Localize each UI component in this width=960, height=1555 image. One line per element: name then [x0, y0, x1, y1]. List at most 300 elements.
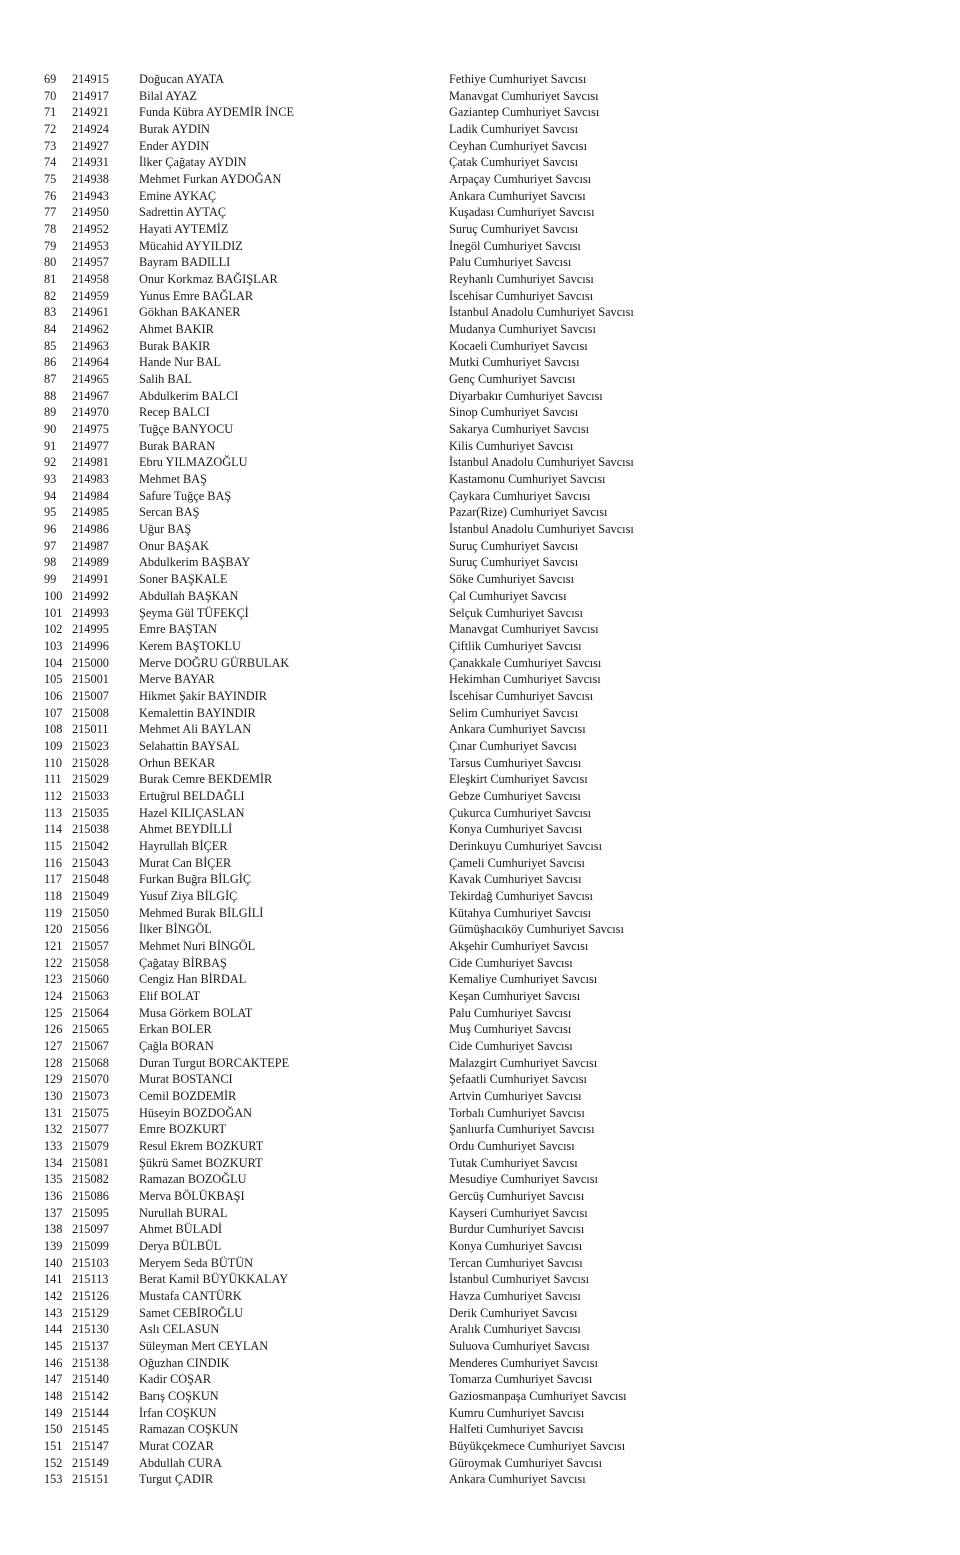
- registry-number: 215142: [72, 1389, 109, 1404]
- row-number: 87: [44, 372, 57, 387]
- table-row: [0, 1138, 960, 1155]
- office-title: Cide Cumhuriyet Savcısı: [449, 955, 573, 970]
- person-name: Merva BÖLÜKBAŞI: [139, 1189, 245, 1204]
- table-row: [0, 1388, 960, 1405]
- table-row: [0, 1321, 960, 1338]
- person-name: Ahmet BÜLADİ: [139, 1222, 222, 1237]
- person-name: Abdulkerim BALCI: [139, 388, 239, 403]
- registry-number: 214963: [72, 338, 109, 353]
- table-row: [0, 738, 960, 755]
- registry-number: 214964: [72, 355, 109, 370]
- office-title: Gercüş Cumhuriyet Savcısı: [449, 1189, 585, 1204]
- person-name: Çağatay BİRBAŞ: [139, 955, 227, 970]
- office-title: Çaykara Cumhuriyet Savcısı: [449, 488, 591, 503]
- row-number: 70: [44, 88, 57, 103]
- registry-number: 215081: [72, 1155, 109, 1170]
- registry-number: 214970: [72, 405, 109, 420]
- office-title: Söke Cumhuriyet Savcısı: [449, 572, 575, 587]
- office-title: Torbalı Cumhuriyet Savcısı: [449, 1105, 585, 1120]
- row-number: 128: [44, 1055, 63, 1070]
- row-number: 133: [44, 1139, 63, 1153]
- office-title: Şefaatli Cumhuriyet Savcısı: [449, 1072, 587, 1087]
- office-title: Hekimhan Cumhuriyet Savcısı: [449, 672, 601, 687]
- table-row: [0, 571, 960, 588]
- person-name: Aslı CELASUN: [139, 1322, 220, 1337]
- office-title: Manavgat Cumhuriyet Savcısı: [449, 622, 599, 637]
- table-row: [0, 771, 960, 788]
- registry-number: 215023: [72, 738, 109, 753]
- person-name: İlker BİNGÖL: [139, 922, 212, 937]
- office-title: Reyhanlı Cumhuriyet Savcısı: [449, 272, 594, 287]
- person-name: Nurullah BURAL: [139, 1205, 228, 1220]
- registry-number: 214952: [72, 222, 109, 237]
- person-name: Mehmed Burak BİLGİLİ: [139, 905, 264, 920]
- registry-number: 215070: [72, 1072, 109, 1087]
- table-row: [0, 321, 960, 338]
- registry-number: 214921: [72, 105, 109, 120]
- office-title: Çanakkale Cumhuriyet Savcısı: [449, 655, 602, 670]
- registry-number: 215064: [72, 1005, 109, 1020]
- person-name: Yusuf Ziya BİLGİÇ: [139, 888, 238, 903]
- row-number: 85: [44, 338, 57, 353]
- row-number: 105: [44, 672, 63, 687]
- registry-number: 214992: [72, 588, 109, 603]
- table-row: [0, 1105, 960, 1122]
- person-name: Bayram BADILLI: [139, 255, 231, 270]
- row-number: 116: [44, 855, 62, 870]
- table-row: [0, 971, 960, 988]
- registry-number: 215000: [72, 655, 109, 670]
- person-name: Gökhan BAKANER: [139, 305, 241, 320]
- row-number: 130: [44, 1088, 63, 1103]
- table-row: [0, 454, 960, 471]
- row-number: 89: [44, 405, 57, 420]
- person-name: Burak AYDIN: [139, 122, 210, 137]
- office-title: Kemaliye Cumhuriyet Savcısı: [449, 972, 598, 987]
- row-number: 138: [44, 1222, 63, 1237]
- registry-number: 215049: [72, 888, 109, 903]
- registry-number: 214987: [72, 538, 109, 553]
- registry-number: 215029: [72, 772, 109, 787]
- registry-number: 214961: [72, 305, 109, 320]
- table-row: [0, 121, 960, 138]
- registry-number: 214993: [72, 605, 109, 620]
- row-number: 148: [44, 1389, 63, 1404]
- office-title: Selçuk Cumhuriyet Savcısı: [449, 605, 583, 620]
- person-name: Mehmet BAŞ: [139, 472, 207, 487]
- table-row: [0, 838, 960, 855]
- office-title: Kayseri Cumhuriyet Savcısı: [449, 1205, 588, 1220]
- person-name: Hayrullah BİÇER: [139, 838, 228, 853]
- office-title: Kavak Cumhuriyet Savcısı: [449, 872, 582, 887]
- registry-number: 214991: [72, 572, 109, 587]
- office-title: Diyarbakır Cumhuriyet Savcısı: [449, 388, 603, 403]
- table-row: [0, 1355, 960, 1372]
- row-number: 84: [44, 322, 57, 337]
- office-title: Tekirdağ Cumhuriyet Savcısı: [449, 888, 593, 903]
- table-row: [0, 805, 960, 822]
- row-number: 151: [44, 1439, 63, 1454]
- table-row: [0, 638, 960, 655]
- row-number: 125: [44, 1005, 63, 1020]
- table-row: [0, 705, 960, 722]
- person-name: Burak BAKIR: [139, 338, 211, 353]
- table-row: [0, 1421, 960, 1438]
- person-name: Abdullah CURA: [139, 1455, 223, 1470]
- registry-number: 214959: [72, 288, 109, 303]
- row-number: 142: [44, 1289, 63, 1304]
- table-row: [0, 71, 960, 88]
- office-title: Kocaeli Cumhuriyet Savcısı: [449, 338, 588, 353]
- office-title: Mudanya Cumhuriyet Savcısı: [449, 322, 596, 337]
- table-row: [0, 755, 960, 772]
- registry-number: 214995: [72, 622, 109, 637]
- person-name: Murat COZAR: [139, 1439, 214, 1454]
- office-title: Ceyhan Cumhuriyet Savcısı: [449, 138, 587, 153]
- person-name: Şeyma Gül TÜFEKÇİ: [139, 605, 249, 620]
- office-title: Tarsus Cumhuriyet Savcısı: [449, 755, 582, 770]
- registry-number: 215063: [72, 988, 109, 1003]
- row-number: 141: [44, 1272, 63, 1287]
- registry-number: 215058: [72, 955, 109, 970]
- person-name: Ramazan COŞKUN: [139, 1422, 239, 1437]
- registry-number: 215035: [72, 805, 109, 820]
- table-row: [0, 921, 960, 938]
- registry-number: 214977: [72, 438, 109, 453]
- office-title: Kütahya Cumhuriyet Savcısı: [449, 905, 592, 920]
- registry-number: 215057: [72, 938, 109, 953]
- office-title: Gaziantep Cumhuriyet Savcısı: [449, 105, 600, 120]
- office-title: İstanbul Anadolu Cumhuriyet Savcısı: [449, 455, 634, 470]
- person-name: Sercan BAŞ: [139, 505, 200, 520]
- person-name: Kemalettin BAYINDIR: [139, 705, 256, 720]
- person-name: Duran Turgut BORCAKTEPE: [139, 1055, 290, 1070]
- person-name: Mehmet Furkan AYDOĞAN: [139, 172, 282, 187]
- table-row: [0, 154, 960, 171]
- row-number: 69: [44, 72, 57, 86]
- table-row: [0, 1205, 960, 1222]
- office-title: Kilis Cumhuriyet Savcısı: [449, 438, 574, 453]
- registry-number: 214975: [72, 422, 109, 437]
- office-title: Güroymak Cumhuriyet Savcısı: [449, 1455, 603, 1470]
- person-name: Kadir COŞAR: [139, 1372, 212, 1387]
- table-row: [0, 504, 960, 521]
- row-number: 147: [44, 1372, 63, 1387]
- registry-number: 215028: [72, 755, 109, 770]
- person-name: Funda Kübra AYDEMİR İNCE: [139, 105, 294, 120]
- registry-number: 214931: [72, 155, 109, 170]
- table-row: [0, 905, 960, 922]
- row-number: 127: [44, 1038, 63, 1053]
- registry-number: 215079: [72, 1139, 109, 1153]
- row-number: 122: [44, 955, 63, 970]
- person-name: Barış COŞKUN: [139, 1389, 219, 1404]
- table-row: [0, 104, 960, 121]
- row-number: 71: [44, 105, 57, 120]
- person-name: Murat BOSTANCI: [139, 1072, 233, 1087]
- office-title: Ladik Cumhuriyet Savcısı: [449, 122, 579, 137]
- person-name: Kerem BAŞTOKLU: [139, 638, 241, 653]
- table-row: [0, 788, 960, 805]
- row-number: 153: [44, 1472, 63, 1487]
- row-number: 131: [44, 1105, 63, 1120]
- person-name: Meryem Seda BÜTÜN: [139, 1255, 254, 1270]
- office-title: Kumru Cumhuriyet Savcısı: [449, 1405, 585, 1420]
- registry-number: 215151: [72, 1472, 109, 1487]
- row-number: 146: [44, 1355, 63, 1370]
- table-row: [0, 388, 960, 405]
- row-number: 135: [44, 1172, 63, 1187]
- table-row: [0, 1288, 960, 1305]
- row-number: 82: [44, 288, 57, 303]
- person-name: Murat Can BİÇER: [139, 855, 232, 870]
- person-name: Abdullah BAŞKAN: [139, 588, 239, 603]
- registry-number: 214927: [72, 138, 109, 153]
- person-name: Ramazan BOZOĞLU: [139, 1172, 247, 1187]
- person-name: Merve BAYAR: [139, 672, 215, 687]
- person-name: Furkan Buğra BİLGİÇ: [139, 872, 252, 887]
- office-title: Suluova Cumhuriyet Savcısı: [449, 1339, 590, 1354]
- office-title: Palu Cumhuriyet Savcısı: [449, 1005, 572, 1020]
- row-number: 149: [44, 1405, 63, 1420]
- office-title: Ankara Cumhuriyet Savcısı: [449, 722, 586, 737]
- row-number: 109: [44, 738, 63, 753]
- registry-number: 215097: [72, 1222, 109, 1237]
- person-name: Emre BAŞTAN: [139, 622, 217, 637]
- table-row: [0, 871, 960, 888]
- row-number: 140: [44, 1255, 63, 1270]
- registry-number: 215140: [72, 1372, 109, 1387]
- person-name: Uğur BAŞ: [139, 522, 192, 537]
- office-title: Büyükçekmece Cumhuriyet Savcısı: [449, 1439, 626, 1454]
- registry-number: 215065: [72, 1022, 109, 1037]
- person-name: Süleyman Mert CEYLAN: [139, 1339, 269, 1354]
- office-title: Suruç Cumhuriyet Savcısı: [449, 222, 579, 237]
- office-title: İscehisar Cumhuriyet Savcısı: [449, 688, 594, 703]
- office-title: İscehisar Cumhuriyet Savcısı: [449, 288, 594, 303]
- person-name: Merve DOĞRU GÜRBULAK: [139, 655, 290, 670]
- office-title: Manavgat Cumhuriyet Savcısı: [449, 88, 599, 103]
- person-name: Onur Korkmaz BAĞIŞLAR: [139, 272, 278, 287]
- row-number: 99: [44, 572, 57, 587]
- registry-number: 215099: [72, 1239, 109, 1254]
- person-name: Samet CEBİROĞLU: [139, 1305, 244, 1320]
- office-title: Tutak Cumhuriyet Savcısı: [449, 1155, 578, 1170]
- office-title: Ordu Cumhuriyet Savcısı: [449, 1139, 575, 1153]
- registry-number: 215043: [72, 855, 109, 870]
- row-number: 103: [44, 638, 63, 653]
- row-number: 115: [44, 838, 62, 853]
- person-name: Cengiz Han BİRDAL: [139, 972, 247, 987]
- row-number: 121: [44, 938, 63, 953]
- row-number: 94: [44, 488, 57, 503]
- row-number: 93: [44, 472, 57, 487]
- office-title: Suruç Cumhuriyet Savcısı: [449, 538, 579, 553]
- person-name: Oğuzhan CINDIK: [139, 1355, 230, 1370]
- registry-number: 214965: [72, 372, 109, 387]
- registry-number: 215060: [72, 972, 109, 987]
- office-title: Çal Cumhuriyet Savcısı: [449, 588, 567, 603]
- table-row: [0, 88, 960, 105]
- table-row: [0, 1188, 960, 1205]
- person-name: Emre BOZKURT: [139, 1122, 227, 1137]
- registry-number: 214983: [72, 472, 109, 487]
- office-title: Çiftlik Cumhuriyet Savcısı: [449, 638, 582, 653]
- registry-number: 215086: [72, 1189, 109, 1204]
- office-title: Çukurca Cumhuriyet Savcısı: [449, 805, 592, 820]
- office-title: Gebze Cumhuriyet Savcısı: [449, 788, 581, 803]
- registry-number: 215075: [72, 1105, 109, 1120]
- office-title: Mesudiye Cumhuriyet Savcısı: [449, 1172, 598, 1187]
- table-row: [0, 621, 960, 638]
- office-title: Kuşadası Cumhuriyet Savcısı: [449, 205, 595, 220]
- office-title: Ankara Cumhuriyet Savcısı: [449, 1472, 586, 1487]
- office-title: Arpaçay Cumhuriyet Savcısı: [449, 172, 592, 187]
- row-number: 110: [44, 755, 62, 770]
- row-number: 101: [44, 605, 63, 620]
- row-number: 120: [44, 922, 63, 937]
- office-title: Menderes Cumhuriyet Savcısı: [449, 1355, 598, 1370]
- office-title: Tercan Cumhuriyet Savcısı: [449, 1255, 583, 1270]
- registry-number: 215007: [72, 688, 109, 703]
- person-name: Hüseyin BOZDOĞAN: [139, 1105, 253, 1120]
- row-number: 80: [44, 255, 57, 270]
- table-row: [0, 171, 960, 188]
- row-number: 113: [44, 805, 62, 820]
- registry-number: 215011: [72, 722, 109, 737]
- registry-number: 215050: [72, 905, 109, 920]
- person-name: Bilal AYAZ: [139, 88, 197, 103]
- office-title: Çınar Cumhuriyet Savcısı: [449, 738, 577, 753]
- registry-number: 215073: [72, 1088, 109, 1103]
- registry-number: 214967: [72, 388, 109, 403]
- office-title: Kastamonu Cumhuriyet Savcısı: [449, 472, 606, 487]
- office-title: Suruç Cumhuriyet Savcısı: [449, 555, 579, 570]
- person-name: Yunus Emre BAĞLAR: [139, 288, 254, 303]
- row-number: 100: [44, 588, 63, 603]
- row-number: 97: [44, 538, 57, 553]
- table-row: [0, 1255, 960, 1272]
- row-number: 83: [44, 305, 57, 320]
- registry-number: 215033: [72, 788, 109, 803]
- person-name: Onur BAŞAK: [139, 538, 210, 553]
- table-row: [0, 938, 960, 955]
- row-number: 81: [44, 272, 57, 287]
- office-title: Sinop Cumhuriyet Savcısı: [449, 405, 579, 420]
- appointment-list: [0, 71, 960, 1488]
- office-title: Sakarya Cumhuriyet Savcısı: [449, 422, 590, 437]
- table-row: [0, 421, 960, 438]
- registry-number: 214938: [72, 172, 109, 187]
- table-row: [0, 721, 960, 738]
- row-number: 91: [44, 438, 57, 453]
- row-number: 73: [44, 138, 57, 153]
- office-title: Palu Cumhuriyet Savcısı: [449, 255, 572, 270]
- table-row: [0, 538, 960, 555]
- table-row: [0, 888, 960, 905]
- registry-number: 215077: [72, 1122, 109, 1137]
- registry-number: 214915: [72, 72, 109, 86]
- registry-number: 215008: [72, 705, 109, 720]
- person-name: Doğucan AYATA: [139, 72, 224, 86]
- row-number: 75: [44, 172, 57, 187]
- registry-number: 215138: [72, 1355, 109, 1370]
- row-number: 139: [44, 1239, 63, 1254]
- registry-number: 214943: [72, 188, 109, 203]
- registry-number: 215082: [72, 1172, 109, 1187]
- row-number: 129: [44, 1072, 63, 1087]
- row-number: 72: [44, 122, 57, 137]
- office-title: Halfeti Cumhuriyet Savcısı: [449, 1422, 584, 1437]
- registry-number: 214981: [72, 455, 109, 470]
- table-row: [0, 254, 960, 271]
- person-name: Burak BARAN: [139, 438, 216, 453]
- person-name: Ahmet BEYDİLLİ: [139, 822, 233, 837]
- office-title: Akşehir Cumhuriyet Savcısı: [449, 938, 589, 953]
- office-title: Cide Cumhuriyet Savcısı: [449, 1038, 573, 1053]
- person-name: Hazel KILIÇASLAN: [139, 805, 245, 820]
- row-number: 90: [44, 422, 57, 437]
- row-number: 112: [44, 788, 62, 803]
- table-row: [0, 655, 960, 672]
- registry-number: 214924: [72, 122, 109, 137]
- person-name: Safure Tuğçe BAŞ: [139, 488, 232, 503]
- person-name: Ender AYDIN: [139, 138, 210, 153]
- table-row: [0, 988, 960, 1005]
- person-name: Hande Nur BAL: [139, 355, 221, 370]
- office-title: Fethiye Cumhuriyet Savcısı: [449, 72, 587, 86]
- office-title: Derinkuyu Cumhuriyet Savcısı: [449, 838, 603, 853]
- person-name: Abdulkerim BAŞBAY: [139, 555, 251, 570]
- person-name: Musa Görkem BOLAT: [139, 1005, 253, 1020]
- table-row: [0, 671, 960, 688]
- table-row: [0, 238, 960, 255]
- table-row: [0, 605, 960, 622]
- table-row: [0, 955, 960, 972]
- row-number: 134: [44, 1155, 63, 1170]
- table-row: [0, 1021, 960, 1038]
- table-row: [0, 221, 960, 238]
- registry-number: 215147: [72, 1439, 109, 1454]
- table-row: [0, 1071, 960, 1088]
- table-row: [0, 1338, 960, 1355]
- office-title: İstanbul Anadolu Cumhuriyet Savcısı: [449, 522, 634, 537]
- table-row: [0, 1455, 960, 1472]
- table-row: [0, 138, 960, 155]
- table-row: [0, 471, 960, 488]
- row-number: 145: [44, 1339, 63, 1354]
- registry-number: 214985: [72, 505, 109, 520]
- person-name: Mehmet Ali BAYLAN: [139, 722, 252, 737]
- registry-number: 215149: [72, 1455, 109, 1470]
- table-row: [0, 554, 960, 571]
- registry-number: 215113: [72, 1272, 109, 1287]
- person-name: İrfan COŞKUN: [139, 1405, 217, 1420]
- person-name: Tuğçe BANYOCU: [139, 422, 234, 437]
- person-name: Resul Ekrem BOZKURT: [139, 1139, 264, 1153]
- office-title: Aralık Cumhuriyet Savcısı: [449, 1322, 581, 1337]
- registry-number: 215126: [72, 1289, 109, 1304]
- registry-number: 214984: [72, 488, 109, 503]
- table-row: [0, 1055, 960, 1072]
- person-name: Ertuğrul BELDAĞLI: [139, 788, 245, 803]
- row-number: 136: [44, 1189, 63, 1204]
- person-name: Salih BAL: [139, 372, 192, 387]
- table-row: [0, 1088, 960, 1105]
- row-number: 78: [44, 222, 57, 237]
- office-title: Artvin Cumhuriyet Savcısı: [449, 1088, 582, 1103]
- registry-number: 214950: [72, 205, 109, 220]
